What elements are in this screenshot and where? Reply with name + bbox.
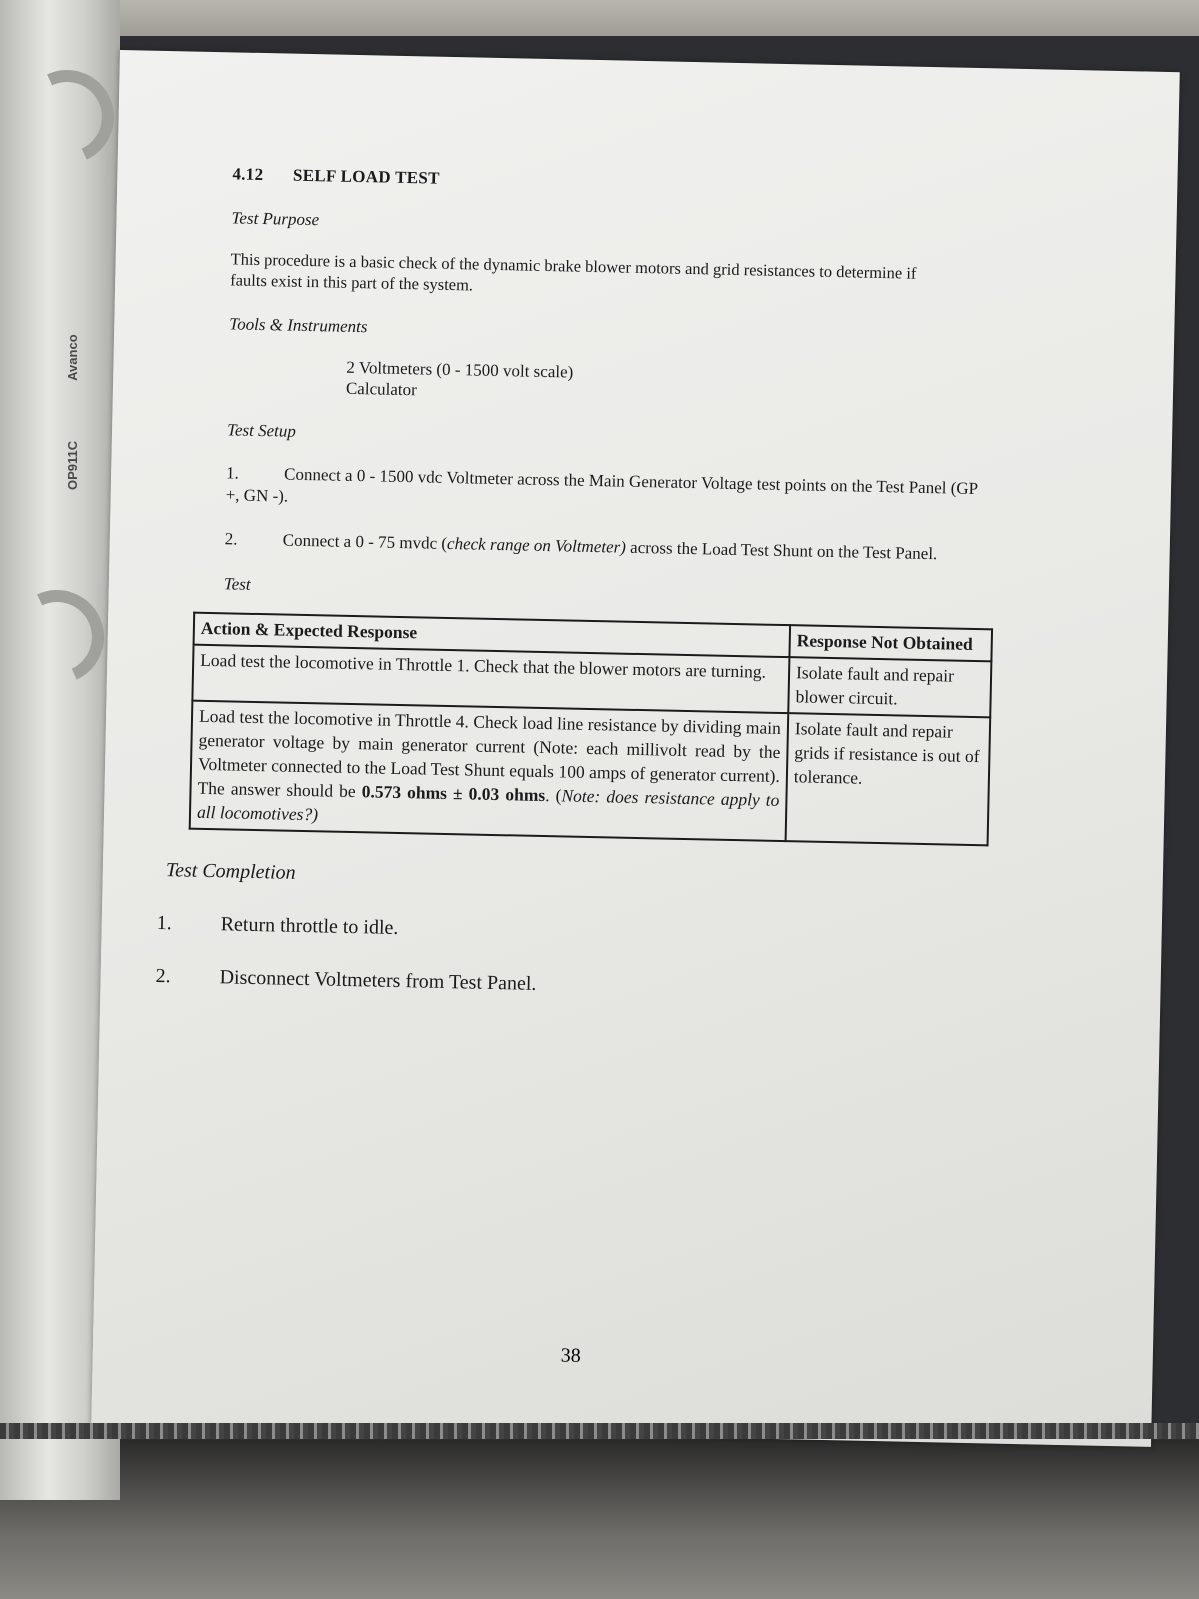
table-header-action: Action & Expected Response xyxy=(194,613,790,657)
binder-ring-bottom-icon xyxy=(0,577,117,697)
table-cell-action: Load test the locomotive in Throttle 1. Check that the blower motors are turning. xyxy=(192,645,789,713)
table-cell-action xyxy=(190,701,789,841)
section-number: 4.12 xyxy=(232,164,264,185)
section-title: SELF LOAD TEST xyxy=(292,165,441,188)
action-text: Load test the locomotive in Throttle 4. Check load line resistance by dividing main generator voltage by main generator current (Note: each millivolt read by the Voltmeter connected to the Load Test Shunt equals 100 amps of generator current). The answer should be xyxy=(197,705,782,802)
test-table xyxy=(189,612,993,847)
tool-item: 2 Voltmeters (0 - 1500 volt scale) xyxy=(346,357,574,382)
action-bold-value: 0.573 ohms ± 0.03 ohms xyxy=(361,781,546,806)
completion-step-text: Disconnect Voltmeters from Test Panel. xyxy=(219,966,537,995)
completion-step-1 xyxy=(156,912,1016,953)
table-cell-response: Isolate fault and repair grids if resistance is out of tolerance. xyxy=(786,713,991,845)
binder-ring-top-icon xyxy=(7,57,127,177)
completion-step-2 xyxy=(155,965,1015,1006)
completion-step-number: 2. xyxy=(155,964,171,988)
setup-step-text-end: across the Load Test Shunt on the Test Panel. xyxy=(625,537,938,564)
test-purpose-heading: Test Purpose xyxy=(231,208,320,230)
page-number: 38 xyxy=(560,1344,581,1367)
page-content xyxy=(155,164,1032,1006)
setup-step-number: 1. xyxy=(225,463,240,483)
tool-item: Calculator xyxy=(345,378,417,400)
setup-step-text: Connect a 0 - 75 mvdc ( xyxy=(282,530,448,553)
table-header-response: Response Not Obtained xyxy=(789,625,992,661)
setup-step-italic-note: check range on Voltmeter) xyxy=(446,533,627,557)
setup-step-1 xyxy=(225,462,986,522)
document-page xyxy=(91,50,1180,1447)
test-completion-heading: Test Completion xyxy=(165,859,296,884)
setup-step-text: Connect a 0 - 1500 vdc Voltmeter across the Main Generator Voltage test points on the Test Panel (GP +, GN -). xyxy=(225,464,978,506)
spine-brand: Avanco xyxy=(64,334,80,381)
action-italic-note: Note: does resistance apply to all locomotives?) xyxy=(196,785,780,825)
tools-heading: Tools & Instruments xyxy=(229,314,368,337)
page-edge-strip xyxy=(0,1423,1199,1439)
action-text-mid: . ( xyxy=(545,785,562,806)
test-setup-heading: Test Setup xyxy=(226,420,297,441)
table-row xyxy=(190,701,991,846)
tools-list xyxy=(346,357,1029,413)
setup-step-2 xyxy=(225,528,985,566)
setup-step-number: 2. xyxy=(224,529,238,549)
table-cell-response: Isolate fault and repair blower circuit. xyxy=(788,657,991,717)
test-purpose-text: This procedure is a basic check of the dynamic brake blower motors and grid resistances to determine if faults exist in this part of the system. xyxy=(230,249,917,295)
completion-step-text: Return throttle to idle. xyxy=(220,913,399,940)
background-bottom xyxy=(0,1440,1199,1599)
section-heading xyxy=(232,164,1032,201)
completion-step-number: 1. xyxy=(156,911,172,935)
spine-product-code: OP911C xyxy=(64,440,80,490)
test-heading: Test xyxy=(223,574,251,594)
